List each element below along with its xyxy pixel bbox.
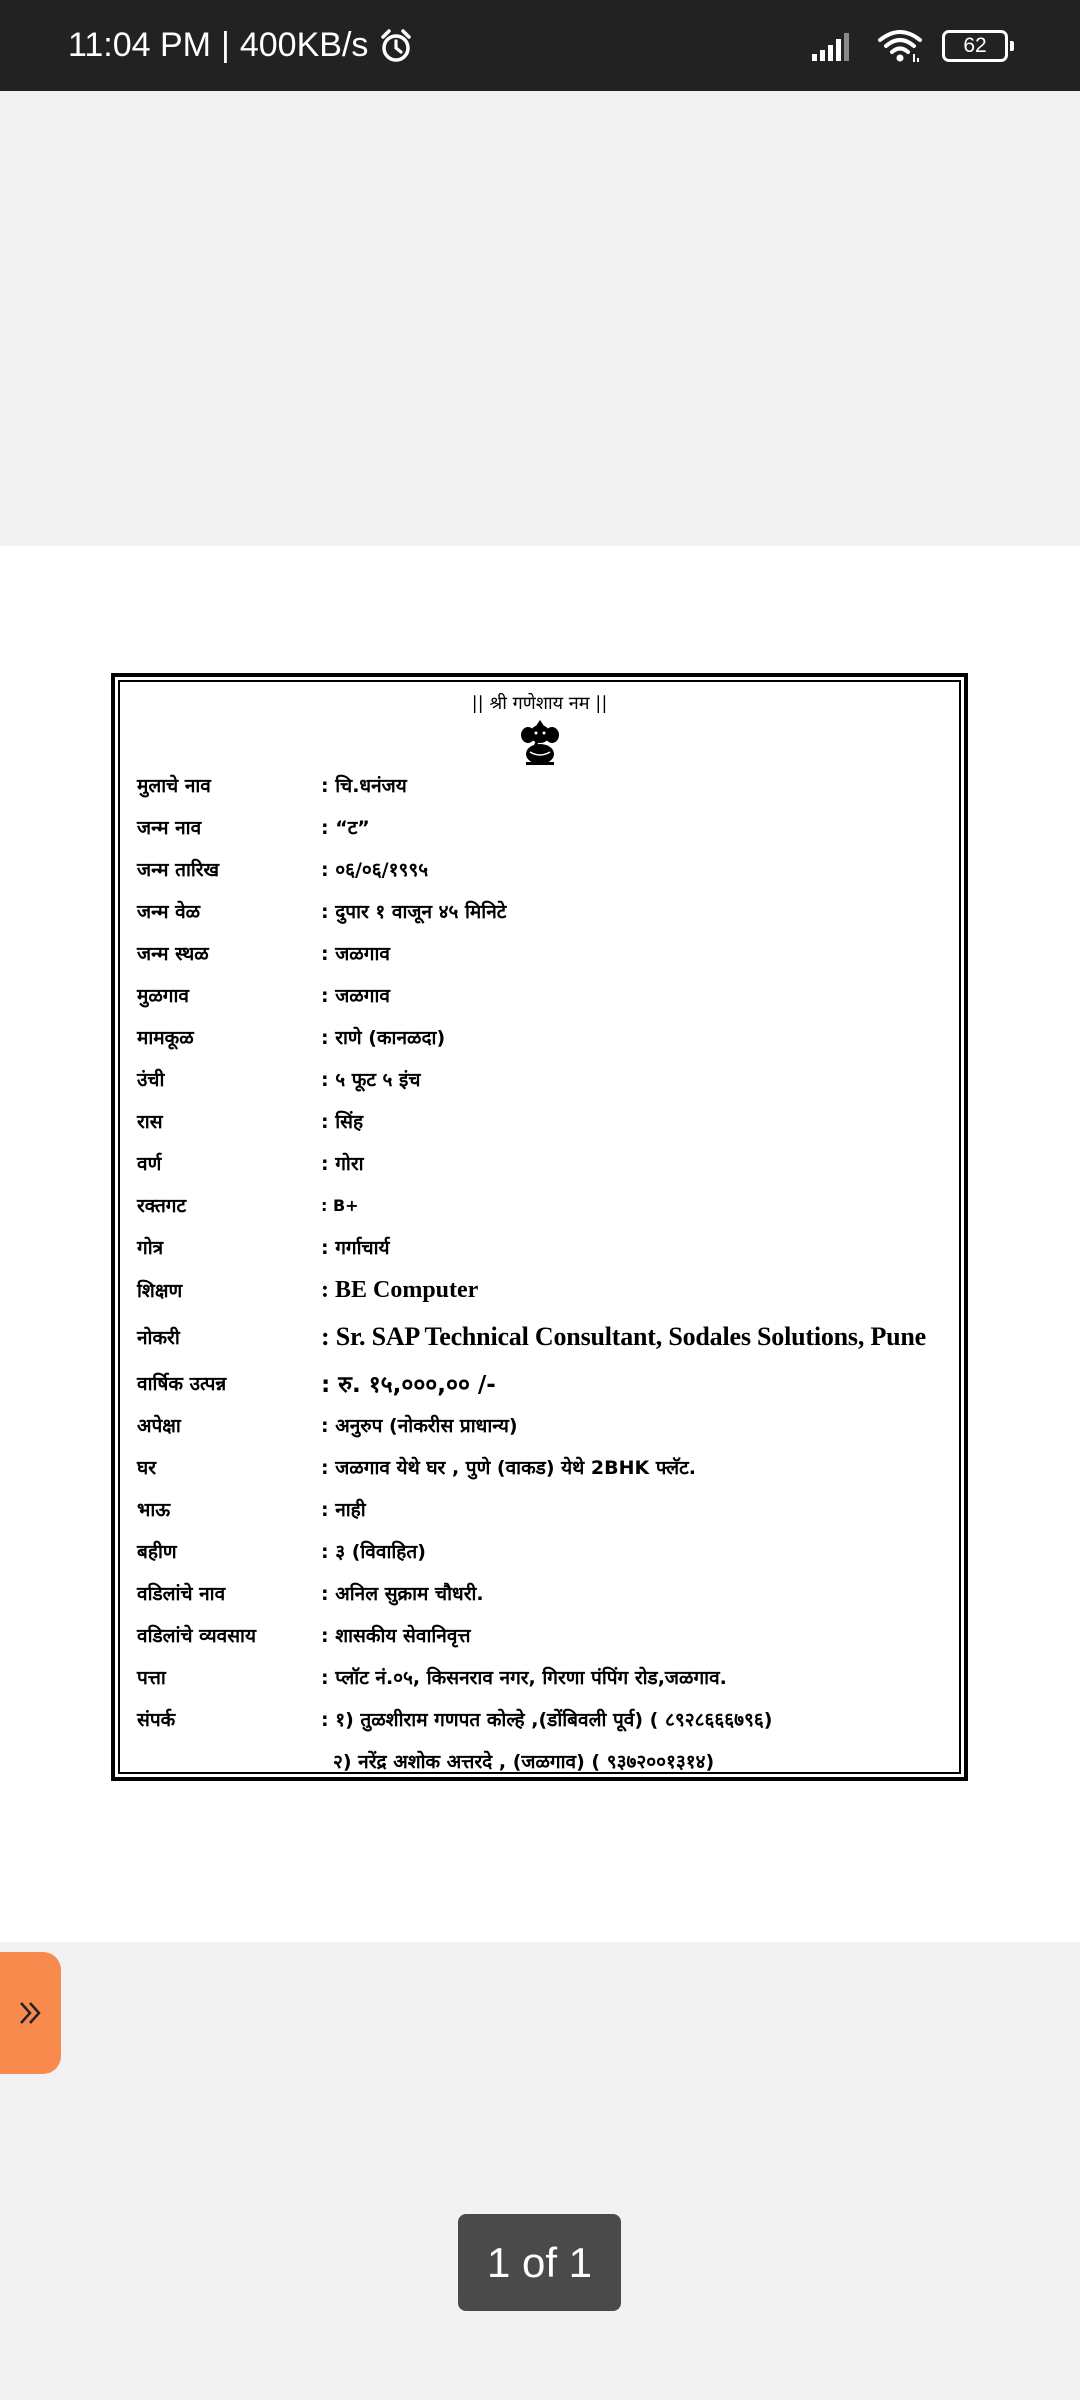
biodata-value: : अनिल सुक्राम चौधरी. [321,1583,484,1605]
biodata-value: : ३ (विवाहित) [321,1541,426,1563]
biodata-label: वडिलांचे व्यवसाय [137,1625,257,1647]
biodata-value: : प्लॉट नं.०५, किसनराव नगर, गिरणा पंपिंग रोड,जळगाव. [321,1667,727,1689]
biodata-row [137,1698,949,1740]
biodata-row [137,1016,949,1058]
biodata-row [137,932,949,974]
biodata-label: बहीण [137,1541,177,1563]
biodata-label: जन्म नाव [137,817,202,839]
battery-icon [942,30,1008,62]
biodata-row [137,890,949,932]
biodata-label: पत्ता [137,1667,166,1689]
alarm-icon [378,28,414,64]
biodata-row [137,1488,949,1530]
battery-level: 62 [963,33,987,57]
side-panel-toggle[interactable] [0,1952,61,2074]
status-time: 11:04 PM [68,26,212,64]
biodata-rows [137,764,949,1782]
biodata-row [137,1312,949,1362]
biodata-value: : Sr. SAP Technical Consultant, Sodales Solutions, Pune [321,1322,926,1351]
biodata-value: : ०६/०६/१९९५ [321,859,429,881]
biodata-value: : अनुरुप (नोकरीस प्राधान्य) [321,1415,518,1437]
biodata-value: : राणे (कानळदा) [321,1027,446,1049]
biodata-row [137,806,949,848]
biodata-row [137,1740,949,1782]
page-indicator: 1 of 1 [458,2214,621,2311]
biodata-label: जन्म तारिख [137,859,220,881]
status-separator: | [221,26,230,64]
biodata-inner-border [118,680,961,1774]
biodata-label: मुळगाव [137,985,189,1007]
biodata-value: : सिंह [321,1111,364,1133]
biodata-row [137,1184,949,1226]
biodata-row [137,1058,949,1100]
status-right [810,0,1008,91]
biodata-value: : गर्गाचार्य [321,1237,390,1259]
document-invocation: || श्री गणेशाय नम || [471,693,608,714]
biodata-label: उंची [137,1069,165,1091]
biodata-label: संपर्क [137,1709,176,1731]
biodata-label: नोकरी [137,1327,180,1349]
biodata-value: २) नरेंद्र अशोक अत्तरदे , (जळगाव) ( ९३७२००१३१४) [333,1751,715,1773]
biodata-value: : गोरा [321,1153,364,1175]
biodata-row [137,1614,949,1656]
biodata-row [137,1404,949,1446]
biodata-frame [111,673,968,1781]
biodata-row [137,974,949,1016]
biodata-label: शिक्षण [137,1280,183,1302]
biodata-row [137,764,949,806]
biodata-row [137,848,949,890]
biodata-label: रास [137,1111,163,1133]
biodata-value: : जळगाव येथे घर , पुणे (वाकड) येथे 2BHK फ्लॅट. [321,1457,696,1479]
biodata-label: वार्षिक उत्पन्न [137,1373,227,1395]
network-speed: 400KB/s [239,26,369,64]
biodata-value: : ५ फूट ५ इंच [321,1069,421,1091]
biodata-value: : नाही [321,1499,366,1521]
biodata-label: मामकूळ [137,1027,194,1049]
biodata-row [137,1268,949,1312]
biodata-label: घर [137,1457,157,1479]
biodata-value: : B+ [321,1195,359,1215]
biodata-label: अपेक्षा [137,1415,181,1437]
biodata-label: वर्ण [137,1153,162,1175]
biodata-label: वडिलांचे नाव [137,1583,226,1605]
biodata-value: : रु. १५,०००,०० /- [321,1372,496,1398]
biodata-row [137,1446,949,1488]
biodata-row [137,1572,949,1614]
biodata-label: जन्म वेळ [137,901,201,923]
biodata-row [137,1656,949,1698]
biodata-label: मुलाचे नाव [137,775,211,797]
biodata-value: : BE Computer [321,1276,479,1303]
biodata-row [137,1530,949,1572]
double-chevron-right-icon [16,1998,46,2028]
biodata-value: : १) तुळशीराम गणपत कोल्हे ,(डोंबिवली पूर्व) ( ८९२८६६६७९६) [321,1709,773,1731]
biodata-row [137,1226,949,1268]
biodata-value: : जळगाव [321,943,390,965]
biodata-value: : दुपार १ वाजून ४५ मिनिटे [321,901,507,923]
status-bar [0,0,1080,91]
biodata-row [137,1142,949,1184]
biodata-value: : जळगाव [321,985,390,1007]
biodata-row [137,1100,949,1142]
signal-icon [810,30,858,62]
biodata-label: भाऊ [137,1499,171,1521]
biodata-value: : “ट” [321,817,370,839]
biodata-label: रक्तगट [137,1195,187,1217]
biodata-row [137,1362,949,1404]
biodata-value: : चि.धनंजय [321,775,407,797]
wifi-icon [876,28,924,64]
status-left [68,0,414,91]
ganesh-icon [518,718,562,766]
biodata-value: : शासकीय सेवानिवृत्त [321,1625,471,1647]
biodata-label: जन्म स्थळ [137,943,209,965]
biodata-label: गोत्र [137,1237,164,1259]
pdf-page [0,546,1080,1942]
